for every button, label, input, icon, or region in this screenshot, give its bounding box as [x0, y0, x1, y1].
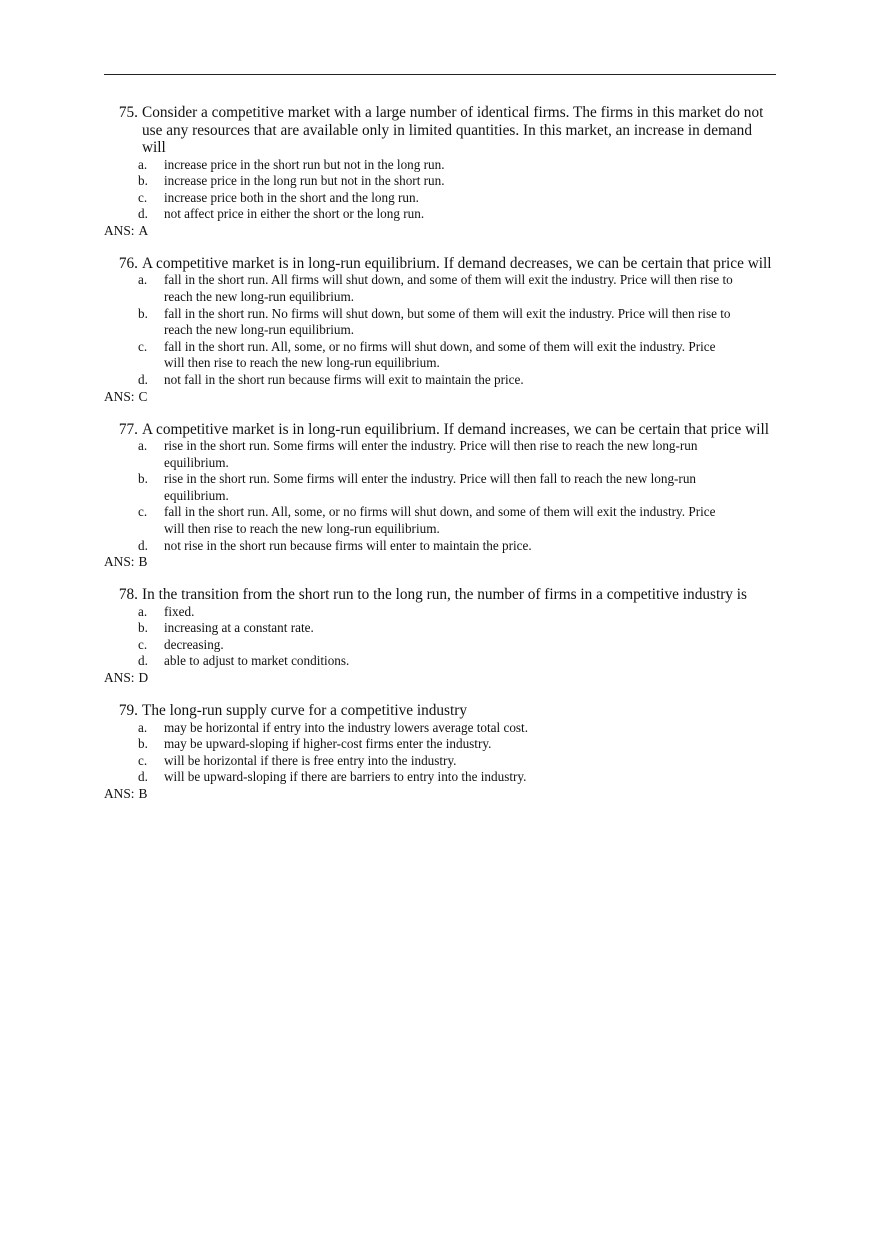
option-b: [104, 620, 776, 637]
question-number: 78.: [118, 586, 138, 604]
option-letter: d.: [138, 371, 148, 387]
answer-line: [104, 786, 776, 802]
answer-label: ANS:: [104, 785, 135, 801]
option-list: [104, 720, 776, 786]
option-text: not rise in the short run because firms will enter to maintain the price.: [164, 537, 532, 553]
question-list: [104, 104, 776, 818]
option-letter: a.: [138, 719, 148, 735]
question-stem: In the transition from the short run to the long run, the number of firms in a competitive industry is: [142, 586, 747, 604]
question-78: [104, 586, 776, 686]
option-a: [104, 438, 776, 471]
option-list: [104, 604, 776, 670]
option-letter: b.: [138, 620, 148, 636]
option-a: [104, 272, 776, 305]
header-rule: [104, 74, 776, 75]
option-a: [104, 604, 776, 621]
option-d: [104, 372, 776, 389]
question-number: 75.: [118, 104, 138, 121]
option-text: increasing at a constant rate.: [164, 620, 314, 636]
question-header: [104, 702, 776, 720]
option-text: fall in the short run. All, some, or no firms will shut down, and some of them will exit the industry. Price will then rise to reach the new long-run equilibrium.: [164, 338, 716, 371]
option-text: may be upward-sloping if higher-cost firms enter the industry.: [164, 736, 492, 752]
option-b: [104, 736, 776, 753]
option-letter: c.: [138, 636, 148, 652]
option-letter: d.: [138, 653, 148, 669]
question-stem: A competitive market is in long-run equilibrium. If demand increases, we can be certain that price will: [142, 420, 769, 438]
question-number: 79.: [118, 702, 138, 720]
answer-label: ANS:: [104, 670, 135, 686]
option-letter: b.: [138, 305, 148, 321]
option-b: [104, 306, 776, 339]
option-letter: a.: [138, 438, 148, 454]
option-text: not fall in the short run because firms will exit to maintain the price.: [164, 371, 524, 387]
question-header: [104, 421, 776, 439]
option-d: [104, 653, 776, 670]
option-text: will be upward-sloping if there are barriers to entry into the industry.: [164, 769, 527, 785]
answer-value: B: [138, 554, 148, 570]
answer-value: A: [138, 222, 149, 238]
option-text: will be horizontal if there is free entry into the industry.: [164, 752, 457, 768]
answer-line: [104, 389, 776, 405]
option-c: [104, 637, 776, 654]
option-letter: d.: [138, 537, 148, 553]
option-text: increase price in the short run but not in the long run.: [164, 156, 445, 172]
answer-label: ANS:: [104, 222, 135, 238]
option-list: [104, 157, 776, 223]
option-text: fixed.: [164, 603, 195, 619]
option-c: [104, 339, 776, 372]
question-79: [104, 702, 776, 802]
option-letter: c.: [138, 504, 148, 520]
answer-value: C: [138, 388, 148, 404]
option-letter: a.: [138, 272, 148, 288]
option-letter: d.: [138, 206, 148, 222]
answer-line: [104, 223, 776, 239]
option-b: [104, 471, 776, 504]
option-text: not affect price in either the short or the long run.: [164, 206, 425, 222]
option-text: increase price both in the short and the long run.: [164, 189, 419, 205]
option-letter: c.: [138, 189, 148, 205]
option-letter: b.: [138, 471, 148, 487]
option-c: [104, 190, 776, 207]
option-d: [104, 538, 776, 555]
answer-line: [104, 554, 776, 570]
option-c: [104, 504, 776, 537]
option-text: may be horizontal if entry into the industry lowers average total cost.: [164, 719, 529, 735]
question-stem: The long-run supply curve for a competitive industry: [142, 702, 467, 720]
answer-label: ANS:: [104, 388, 135, 404]
option-d: [104, 206, 776, 223]
question-75: [104, 104, 776, 239]
option-d: [104, 769, 776, 786]
answer-line: [104, 670, 776, 686]
question-76: [104, 255, 776, 405]
option-text: fall in the short run. All firms will shut down, and some of them will exit the industry. Price will then rise to reach the new long-run equilibrium.: [164, 272, 733, 304]
option-letter: d.: [138, 769, 148, 785]
option-text: fall in the short run. All, some, or no firms will shut down, and some of them will exit the industry. Price will then rise to reach the new long-run equilibrium.: [164, 504, 716, 536]
option-letter: a.: [138, 156, 148, 172]
question-stem: Consider a competitive market with a large number of identical firms. The firms in this market do not use any resources that are available only in limited quantities. In this market, an increase in demand will: [142, 104, 764, 156]
option-a: [104, 720, 776, 737]
option-letter: a.: [138, 603, 148, 619]
option-text: able to adjust to market conditions.: [164, 653, 350, 669]
option-letter: b.: [138, 173, 148, 189]
option-a: [104, 157, 776, 174]
question-77: [104, 421, 776, 571]
answer-label: ANS:: [104, 554, 135, 570]
option-list: [104, 272, 776, 388]
option-letter: b.: [138, 736, 148, 752]
question-header: [104, 255, 776, 273]
option-text: increase price in the long run but not in the short run.: [164, 173, 445, 189]
option-text: decreasing.: [164, 636, 224, 652]
option-b: [104, 173, 776, 190]
option-c: [104, 753, 776, 770]
question-number: 76.: [118, 254, 138, 272]
option-text: fall in the short run. No firms will shut down, but some of them will exit the industry. Price will then rise to reach the new long-run equilibrium.: [164, 305, 731, 338]
answer-value: B: [138, 785, 148, 801]
question-header: [104, 586, 776, 604]
option-list: [104, 438, 776, 554]
option-letter: c.: [138, 338, 148, 354]
answer-value: D: [138, 670, 149, 686]
option-letter: c.: [138, 752, 148, 768]
question-number: 77.: [118, 420, 138, 438]
question-header: [104, 104, 776, 157]
question-stem: A competitive market is in long-run equilibrium. If demand decreases, we can be certain that price will: [142, 254, 772, 272]
option-text: rise in the short run. Some firms will enter the industry. Price will then rise to reach the new long-run equilibrium.: [164, 438, 698, 470]
option-text: rise in the short run. Some firms will enter the industry. Price will then fall to reach the new long-run equilibrium.: [164, 471, 697, 503]
